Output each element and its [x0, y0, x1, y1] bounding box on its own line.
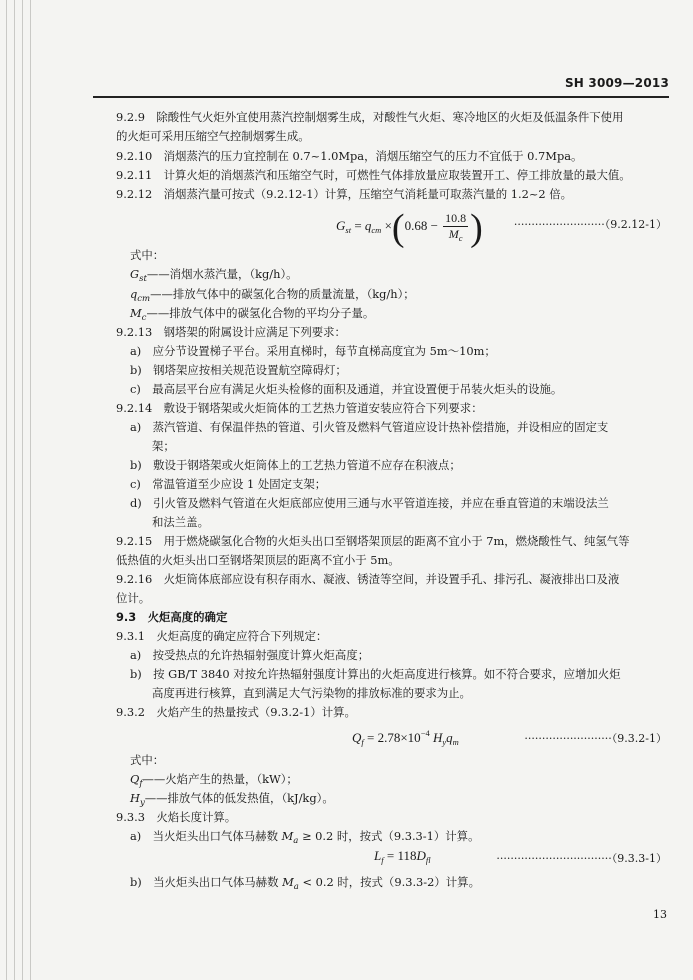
equation-ref: ··························（9.2.12-1） — [513, 218, 667, 231]
clause-9-2-14: 9.2.14 敷设于钢塔架或火炬筒体的工艺热力管道安装应符合下列要求： — [116, 401, 483, 415]
page-edge — [22, 0, 23, 980]
list-item: a) 按受热点的允许热辐射强度计算火炬高度； — [130, 648, 370, 662]
page-number: 13 — [653, 908, 667, 921]
clause-9-2-12: 9.2.12 消烟蒸汽量可按式（9.2.12-1）计算，压缩空气消耗量可取蒸汽量的 1.2~2 倍。 — [116, 187, 573, 201]
list-item: a) 应分节设置梯子平台。采用直梯时，每节直梯高度宜为 5m～10m； — [130, 344, 496, 358]
equation-ref: ·································（9.3.3-1） — [496, 852, 667, 865]
symbol-definition: $G_{st}——$消烟水蒸汽量，（kg/h）。 — [130, 267, 298, 284]
formula-9-3-3-1: $L_f = 118D_{fl}$ — [374, 848, 431, 865]
clause-9-2-15: 9.2.15 用于燃烧碳氢化合物的火炬头出口至钢塔架顶层的距离不宜小于 7m，燃烧酸性气、纯氢气等 — [116, 534, 630, 548]
where-label: 式中： — [130, 248, 165, 262]
list-item: a) 蒸汽管道、有保温伴热的管道、引火管及燃料气管道应设计热补偿措施，并设相应的固定支 — [130, 420, 609, 434]
list-item: b) 敷设于钢塔架或火炬筒体上的工艺热力管道不应存在积液点； — [130, 458, 461, 472]
where-label: 式中： — [130, 753, 165, 767]
clause-9-2-9: 9.2.9 除酸性气火炬外宜使用蒸汽控制烟雾生成，对酸性气火炬、寒冷地区的火炬及低温条件下使用 — [116, 110, 624, 124]
list-item: d) 引火管及燃料气管道在火炬底部应使用三通与水平管道连接，并应在垂直管道的末端设法兰 — [130, 496, 609, 510]
symbol-definition: $q_{cm}——$排放气体中的碳氢化合物的质量流量，（kg/h）； — [130, 287, 415, 304]
page-edge — [30, 0, 31, 980]
list-item: b) 按 GB/T 3840 对按允许热辐射强度计算出的火炬高度进行核算。如不符合要求，应增加火炬 — [130, 667, 621, 681]
clause-9-2-16: 9.2.16 火炬筒体底部应设有积存雨水、凝液、锈渣等空间，并设置手孔、排污孔、凝液排出口及液 — [116, 572, 620, 586]
list-item-continuation: 和法兰盖。 — [152, 515, 209, 529]
page-edge — [14, 0, 15, 980]
list-item: b) 钢塔架应按相关规范设置航空障碍灯； — [130, 363, 347, 377]
formula-9-3-2-1: $Q_f = 2.78\times 10^{-4}$ $H_yq_m$ — [352, 728, 459, 747]
clause-9-3-3: 9.3.3 火焰长度计算。 — [116, 810, 237, 824]
clause-continuation: 位计。 — [116, 591, 151, 605]
section-heading-9-3: 9.3 火炬高度的确定 — [116, 610, 228, 624]
equation-ref: ·························（9.3.2-1） — [524, 732, 667, 745]
clause-9-2-13: 9.2.13 钢塔架的附属设计应满足下列要求： — [116, 325, 346, 339]
list-item: b) 当火炬头出口气体马赫数 $M_a < 0.2$ 时，按式（9.3.3-2）计算。 — [130, 875, 480, 892]
clause-9-2-10: 9.2.10 消烟蒸汽的压力宜控制在 0.7~1.0Mpa，消烟压缩空气的压力不宜低于 0.7Mpa。 — [116, 149, 583, 163]
clause-9-3-1: 9.3.1 火炬高度的确定应符合下列规定： — [116, 629, 328, 643]
clause-9-3-2: 9.3.2 火焰产生的热量按式（9.3.2-1）计算。 — [116, 705, 356, 719]
list-item: c) 常温管道至少应设 1 处固定支架； — [130, 477, 327, 491]
clause-continuation: 的火炬可采用压缩空气控制烟雾生成。 — [116, 129, 310, 143]
page-edge — [6, 0, 7, 980]
list-item-continuation: 高度再进行核算，直到满足大气污染物的排放标准的要求为止。 — [152, 686, 471, 700]
list-item-continuation: 架； — [152, 439, 175, 453]
formula-9-2-12-1: $G_{st} = q_{cm} \times(0.68$ − $\frac{10.8}{M_c}$ ) — [336, 207, 483, 249]
symbol-definition: $Q_f——$火焰产生的热量，（kW）； — [130, 772, 298, 789]
clause-continuation: 低热值的火炬头出口至钢塔架顶层的距离不宜小于 5m。 — [116, 553, 400, 567]
standard-code: SH 3009—2013 — [564, 76, 669, 90]
clause-9-2-11: 9.2.11 计算火炬的消烟蒸汽和压缩空气时，可燃性气体排放量应取装置开工、停工排放量的最大值。 — [116, 168, 631, 182]
symbol-definition: $M_c——$排放气体中的碳氢化合物的平均分子量。 — [130, 306, 375, 323]
list-item: c) 最高层平台应有满足火炬头检修的面积及通道，并宜设置便于吊装火炬头的设施。 — [130, 382, 563, 396]
symbol-definition: $H_y——$排放气体的低发热值，（kJ/kg）。 — [130, 791, 334, 808]
header-rule — [93, 96, 669, 98]
list-item: a) 当火炬头出口气体马赫数 $M_a \ge 0.2$ 时，按式（9.3.3-1）计算。 — [130, 829, 480, 846]
